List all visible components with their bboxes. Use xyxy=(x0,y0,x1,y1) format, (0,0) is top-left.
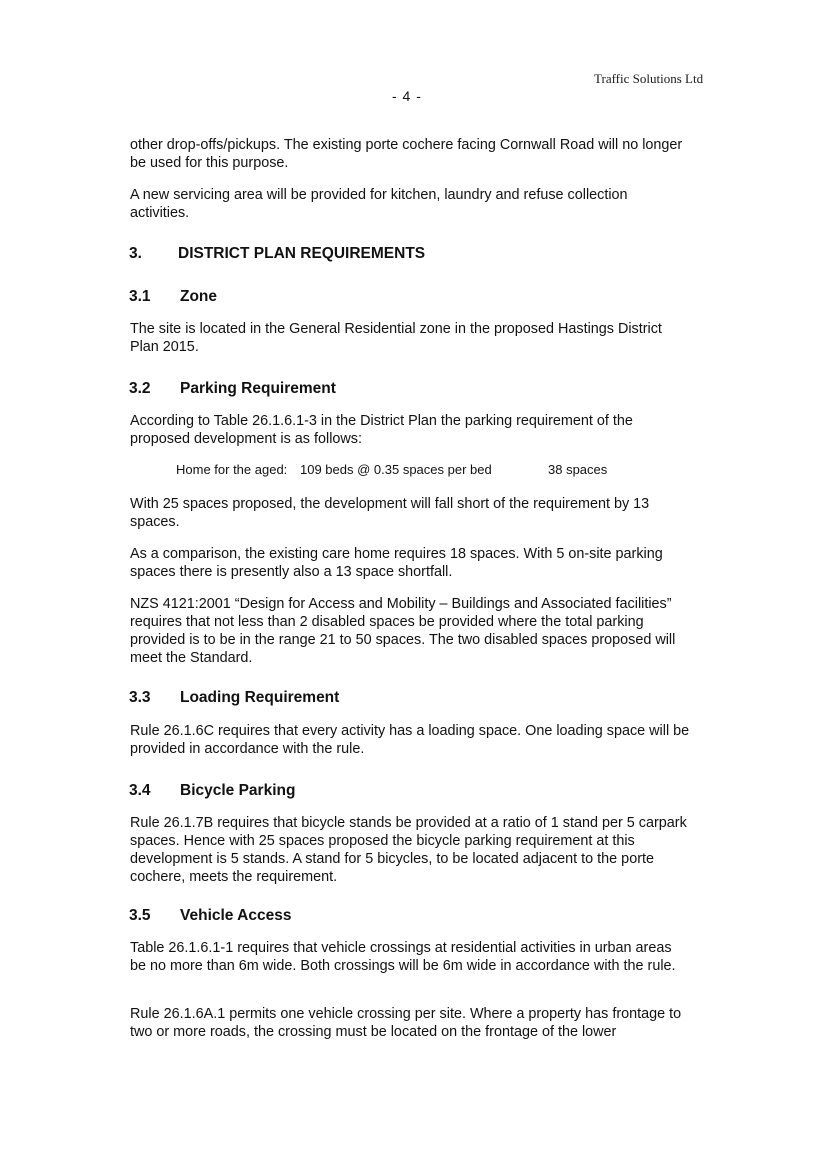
section-number: 3. xyxy=(129,245,142,262)
parking-paragraph-3: As a comparison, the existing care home requires 18 spaces. With 5 on-site parking spaces there is presently also a 13 space shortfall. xyxy=(130,546,663,580)
section-title: Loading Requirement xyxy=(180,689,340,706)
section-3-3-heading xyxy=(129,689,339,707)
vehicle-access-paragraph-1: Table 26.1.6.1-1 requires that vehicle crossings at residential activities in urban areas be no more than 6m wide. Both crossings will be 6m wide in accordance with the rule. xyxy=(130,940,676,974)
requirement-activity: Home for the aged: xyxy=(176,462,288,477)
section-number: 3.5 xyxy=(129,907,151,924)
section-3-4-heading xyxy=(129,782,295,800)
requirement-result: 38 spaces xyxy=(548,462,608,477)
bicycle-paragraph: Rule 26.1.7B requires that bicycle stands be provided at a ratio of 1 stand per 5 carpark spaces. Hence with 25 spaces proposed the bicycle parking requirement at this development is 5 stands. A stand for 5 bicycles, to be located adjacent to the porte cochere, meets the requirement. xyxy=(130,815,687,885)
parking-paragraph-4: NZS 4121:2001 “Design for Access and Mobility – Buildings and Associated facilities” requires that not less than 2 disabled spaces be provided where the total parking provided is to be in the range 21 to 50 spaces. The two disabled spaces proposed will meet the Standard. xyxy=(130,596,676,666)
section-title: Zone xyxy=(180,288,218,305)
section-title: Bicycle Parking xyxy=(180,782,296,799)
section-title: Vehicle Access xyxy=(180,907,292,924)
requirement-rate: 109 beds @ 0.35 spaces per bed xyxy=(300,462,492,477)
parking-paragraph-1: According to Table 26.1.6.1-3 in the District Plan the parking requirement of the proposed development is as follows: xyxy=(130,413,633,447)
section-title: Parking Requirement xyxy=(180,380,336,397)
section-3-2-heading xyxy=(129,380,336,398)
zone-paragraph: The site is located in the General Residential zone in the proposed Hastings District Plan 2015. xyxy=(130,321,662,355)
parking-requirement-row xyxy=(176,462,656,480)
intro-paragraph-2: A new servicing area will be provided for kitchen, laundry and refuse collection activities. xyxy=(130,187,628,221)
company-name: Traffic Solutions Ltd xyxy=(594,71,704,86)
section-number: 3.3 xyxy=(129,689,151,706)
page-number: - 4 - xyxy=(392,88,422,104)
parking-paragraph-2: With 25 spaces proposed, the development will fall short of the requirement by 13 spaces. xyxy=(130,496,650,530)
vehicle-access-paragraph-2: Rule 26.1.6A.1 permits one vehicle crossing per site. Where a property has frontage to two or more roads, the crossing must be located on the frontage of the lower xyxy=(130,1006,682,1040)
section-3-heading xyxy=(129,245,425,263)
section-number: 3.2 xyxy=(129,380,151,397)
section-number: 3.4 xyxy=(129,782,151,799)
section-3-1-heading xyxy=(129,288,217,306)
intro-paragraph-1: other drop-offs/pickups. The existing porte cochere facing Cornwall Road will no longer be used for this purpose. xyxy=(130,137,683,171)
loading-paragraph: Rule 26.1.6C requires that every activity has a loading space. One loading space will be provided in accordance with the rule. xyxy=(130,723,690,757)
section-3-5-heading xyxy=(129,907,291,925)
section-number: 3.1 xyxy=(129,288,151,305)
section-title: DISTRICT PLAN REQUIREMENTS xyxy=(178,245,426,262)
